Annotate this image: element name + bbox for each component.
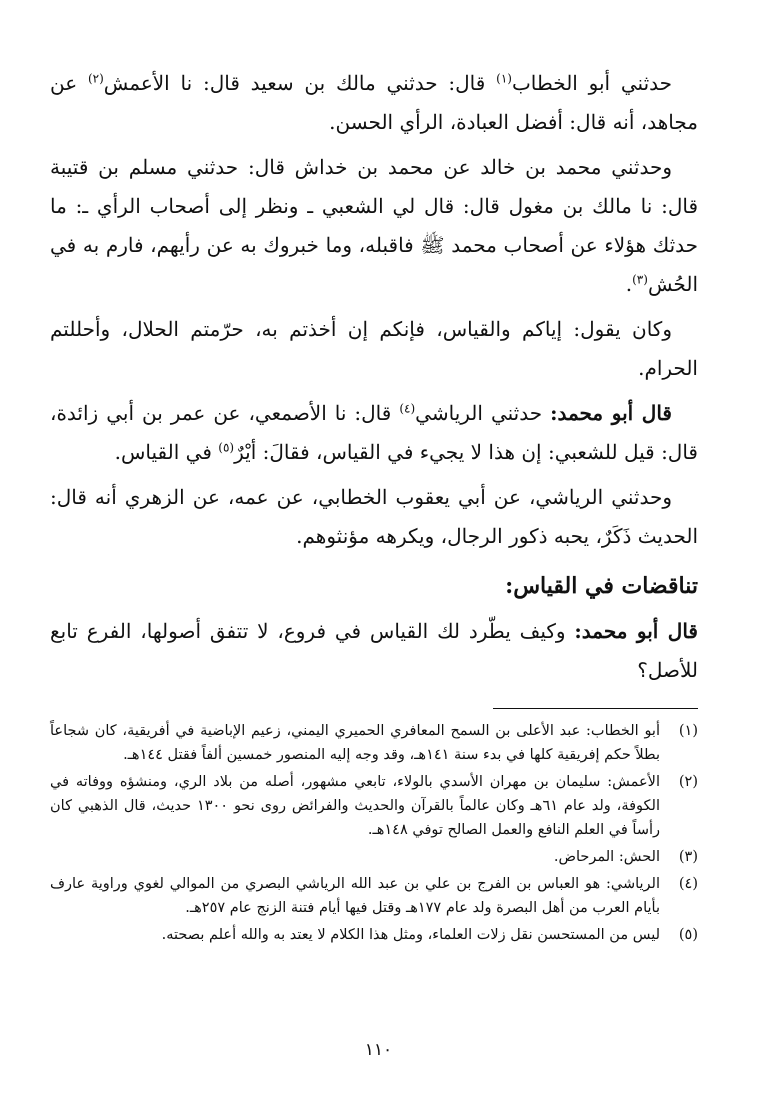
footnote-text: أبو الخطاب: عبد الأعلى بن السمح المعافري الحميري اليمني، زعيم الإباضية في أفريقية، كان شجاعاً بطلاً حكم إفريقية كلها في بدء سنة ١٤١هـ، وقد وجه إليه المنصور خمسين ألفاً فقتل ١٤٤هـ. [50,723,660,763]
footnote-text: ليس من المستحسن نقل زلات العلماء، ومثل هذا الكلام لا يعتد به والله أعلم بصحته. [161,927,660,943]
paragraph-2 [50,148,698,304]
footnote-ref-2: (٢) [87,71,104,86]
text-run: في القياس. [114,440,219,464]
paragraph-4 [50,394,698,472]
footnote-text: الحش: المرحاض. [553,849,660,865]
footnote [50,719,698,767]
section-heading: تناقضات في القياس: [505,573,698,599]
footnote-separator [493,708,698,709]
footnote-number: (٢) [678,774,698,790]
footnote-number: (١) [678,723,698,739]
footnote-number: (٣) [678,849,698,865]
text-run: عن مجاهد، أنه قال: أفضل العبادة، الرأي الحسن. [50,71,698,134]
footnote-text: الرياشي: هو العباس بن الفرج بن علي بن عبد الله الرياشي البصري من الموالي لغوي وراوية عارف بأيام العرب من أهل البصرة ولد عام ١٧٧هـ وقتل فيها أيام فتنة الزنج عام ٢٥٧هـ. [50,876,660,916]
text-run: وكيف يطّرد لك القياس في فروع، لا تتفق أصولها، الفرع تابع للأصل؟ [50,619,698,682]
footnote-ref-3: (٣) [632,272,648,287]
footnote-ref-4: (٤) [399,401,416,416]
speaker-label: قال أبو محمد: [574,619,698,643]
footnote-text: الأعمش: سليمان بن مهران الأسدي بالولاء، تابعي مشهور، أصله من بلاد الري، ومنشؤه ووفاته في الكوفة، ولد عام ٦١هـ وكان عالماً بالقرآن والحديث والفرائض روى نحو ١٣٠٠ حديث، قال الذهبي كان رأساً في العلم النافع والعمل الصالح توفي ١٤٨هـ. [50,774,660,838]
footnote-ref-5: (٥) [218,440,235,455]
paragraph-5: وحدثني الرياشي، عن أبي يعقوب الخطابي، عن عمه، عن الزهري أنه قال: الحديث ذَكَرٌ، يحبه ذكور الرجال، ويكرهه مؤنثوهم. [50,485,698,548]
footnotes [50,719,698,947]
paragraph-6 [50,612,698,690]
footnote-number: (٤) [678,876,698,892]
speaker-label: قال أبو محمد: [550,401,672,425]
footnote [50,845,698,869]
paragraph-3: وكان يقول: إياكم والقياس، فإنكم إن أخذتم به، حرّمتم الحلال، وأحللتم الحرام. [50,317,698,380]
text-run: وحدثني محمد بن خالد عن محمد بن خداش قال: حدثني مسلم بن قتيبة قال: نا مالك بن مغول قال: قال لي الشعبي ـ ونظر إلى أصحاب الرأي ـ: ما حدثك هؤلاء عن أصحاب محمد ﷺ فاقبله، وما خبروك به عن رأيهم، فارم به في الحُش [50,155,699,296]
footnote [50,770,698,842]
text-run: قال: حدثني مالك بن سعيد قال: نا الأعمش [103,71,497,95]
text-run: حدثني الرياشي [415,401,551,425]
text-run: قال: نا الأصمعي، عن عمر بن أبي زائدة، قال: قيل للشعبي: إن هذا لا يجيء في القياس، فقالَ: أيْرٌ [50,401,698,464]
footnote-ref-1: (١) [496,71,512,86]
page-number: ١١٠ [364,1040,393,1060]
text-run: . [625,272,633,296]
footnote [50,923,698,947]
paragraph-1 [50,64,698,142]
footnote-number: (٥) [678,927,698,943]
text-run: حدثني أبو الخطاب [511,71,672,95]
page-content [50,64,698,950]
footnote [50,872,698,920]
